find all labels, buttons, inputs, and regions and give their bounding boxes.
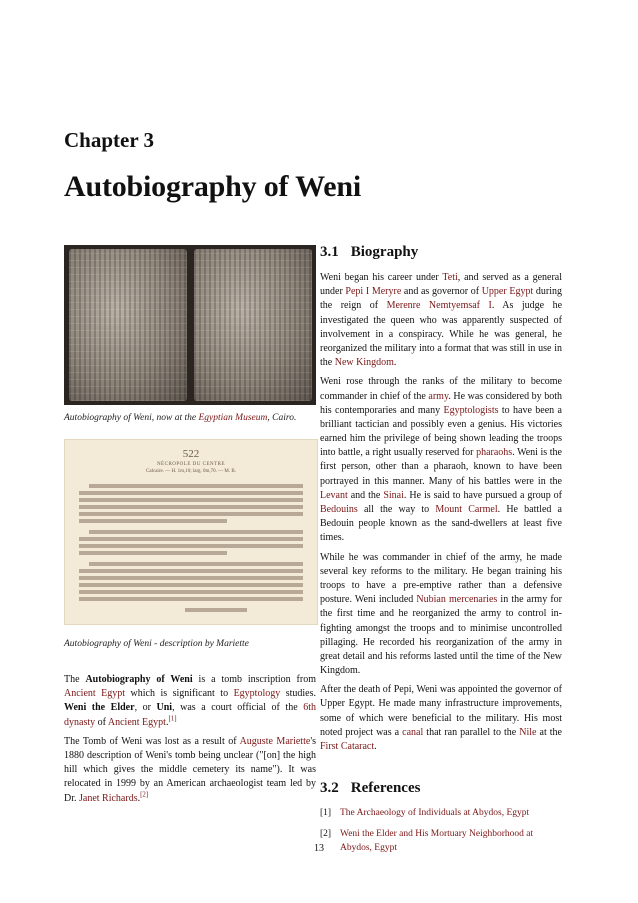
tablet-right-image (194, 249, 312, 401)
figure-text-line (79, 544, 303, 548)
text-run: of (95, 716, 108, 728)
section-references-heading: 3.2 References (320, 780, 421, 797)
text-run: . As judge he investigated the queen who was apparently suspected of involvement in a conspiracy. While he was general, he reorganized the military into a format that was still in use in the (320, 300, 563, 369)
text-run: all the way to (357, 504, 436, 515)
chapter-title: Autobiography of Weni (64, 170, 361, 203)
figure-subheader: Calcaire. — H. 1m,10; larg. 0m,70. — M. B. (146, 469, 236, 474)
figure-text-line (79, 569, 303, 573)
text-run: in the army for the first time and he reorganized the army to control in-fighting amongst the troops and to minimise uncontrolled pillaging. He recorded his reorganization of the army in great detail and his reforms lasted until the time of the New Kingdom. (320, 594, 562, 677)
figure-text-line (79, 519, 227, 523)
figure-weni-tablets (64, 245, 316, 405)
text-run: . He battled a Bedouin people known as the sand-dwellers at least five times. (320, 504, 562, 544)
figure-2-caption: Autobiography of Weni - description by Mariette (64, 639, 249, 649)
figure-1-caption: Autobiography of Weni, now at the Egyptian Museum, Cairo. (64, 413, 297, 423)
intro-paragraph-2 (64, 735, 316, 806)
wiki-link[interactable]: Auguste Mariette (239, 735, 311, 747)
text-run: . (165, 716, 169, 728)
figure-text-line (79, 576, 303, 580)
wiki-link[interactable]: Janet Richards (79, 792, 138, 804)
citation-link[interactable]: [1] (168, 714, 177, 723)
egyptian-museum-link[interactable]: Egyptian Museum (198, 413, 268, 423)
text-run: and the (347, 489, 384, 501)
text-run: which is significant to (125, 688, 234, 700)
bold-term: Autobiography of Weni (85, 674, 193, 685)
text-run: , was a court official of the (172, 702, 304, 714)
text-run: during the reign of (320, 286, 562, 312)
section-biography-heading: 3.1 Biography (320, 244, 419, 260)
wiki-link[interactable]: Upper Egypt (481, 286, 534, 298)
wiki-link[interactable]: pharaohs (476, 447, 513, 459)
wiki-link[interactable]: Nubian mercenaries (416, 594, 498, 606)
text-run: , or (134, 702, 157, 714)
wiki-link[interactable]: First Cataract (320, 741, 375, 752)
wiki-link[interactable]: Sinai (383, 489, 404, 501)
biography-paragraph (320, 271, 562, 370)
text-run: , and served as a general under (320, 272, 563, 298)
reference-link[interactable]: Weni the Elder and His Mortuary Neighborhood at Abydos, Egypt (340, 828, 534, 853)
page-number: 13 (314, 843, 324, 854)
wiki-link[interactable]: Nile (519, 726, 537, 738)
wiki-link[interactable]: canal (402, 726, 424, 738)
wiki-link[interactable]: Pepi I Meryre (345, 286, 402, 298)
biography-paragraph (320, 683, 562, 754)
figure-text-line (79, 491, 303, 495)
figure-footnote-line (185, 608, 247, 612)
text-run: to have been a brilliant tactician and possibly even a genius. His victories earned him the privilege of being shown leading the troops into battle, a right usually reserved for (320, 404, 562, 459)
bold-term: Uni (156, 702, 173, 714)
figure-mariette-description (64, 439, 318, 625)
bold-term: Weni the Elder (64, 702, 135, 714)
reference-item: [2] Weni the Elder and His Mortuary Neighborhood at Abydos, Egypt (320, 828, 562, 856)
wiki-link[interactable]: army (428, 390, 449, 402)
text-run: . (393, 357, 397, 369)
wiki-link[interactable]: Teti (442, 272, 458, 283)
intro-text (64, 673, 316, 806)
reference-link[interactable]: The Archaeology of Individuals at Abydos, Egypt (340, 808, 530, 819)
figure-text-line (89, 562, 303, 566)
text-run: . Weni is the first person, other than a pharaoh, known to have been portrayed in this manner. Many of his battles were in the (320, 447, 562, 487)
intro-paragraph-1 (64, 673, 316, 730)
figure-text-line (79, 590, 303, 594)
chapter-label: Chapter 3 (64, 128, 155, 152)
text-run: . (137, 792, 141, 804)
text-run: and as governor of (401, 286, 482, 298)
wiki-link[interactable]: Merenre Nemtyemsaf I (386, 300, 492, 312)
text-run: After the death of Pepi, Weni was appointed the governor of Upper Egypt. He made many infrastructure improvements, some of which were beneficial to the military. His most noted project was a (320, 684, 562, 738)
reference-item: [1] The Archaeology of Individuals at Abydos, Egypt (320, 807, 562, 821)
text-run: is a tomb inscription from (192, 674, 316, 685)
figure-text-line (79, 498, 303, 502)
text-run: . (374, 741, 377, 752)
wiki-link[interactable]: Egyptologists (443, 404, 499, 416)
text-run: that ran parallel to the (423, 726, 520, 738)
text-run: Weni rose through the ranks of the military to become commander in chief of the (320, 376, 562, 402)
text-run: studies. (280, 688, 316, 700)
figure-header: NÉCROPOLE DU CENTRE (156, 462, 226, 467)
figure-text-line (79, 537, 303, 541)
figure-text-line (79, 512, 303, 516)
figure-text-line (89, 530, 303, 534)
right-column (320, 244, 562, 862)
biography-paragraph (320, 375, 562, 545)
figure-text-line (79, 505, 303, 509)
text-run: The Tomb of Weni was lost as a result of (64, 735, 240, 747)
wiki-link[interactable]: New Kingdom (334, 357, 394, 369)
wiki-link[interactable]: Ancient Egypt (64, 688, 126, 700)
wiki-link[interactable]: Ancient Egypt (107, 716, 166, 728)
text-run: While he was commander in chief of the army, he made several key reforms to the military. He began training his troops to have a pre-emptive rather than a defensive posture. Weni included (320, 551, 562, 606)
wiki-link[interactable]: Mount Carmel (435, 504, 498, 515)
citation-link[interactable]: [2] (140, 790, 149, 799)
figure-text-line (79, 597, 303, 601)
left-column (64, 245, 316, 811)
text-run: . He was considered by both his contemporaries and many (320, 390, 563, 416)
biography-paragraph (320, 551, 562, 679)
figure-text-line (79, 583, 303, 587)
text-run: at the (536, 726, 562, 738)
figure-text-line (89, 484, 303, 488)
wiki-link[interactable]: 6th dynasty (64, 702, 316, 728)
text-run: Weni began his career under (320, 272, 443, 283)
figure-text-line (79, 551, 227, 555)
wiki-link[interactable]: Egyptology (233, 688, 281, 700)
wiki-link[interactable]: Levant (320, 489, 348, 501)
tablet-left-image (69, 249, 187, 401)
text-run: . He is said to have pursued a group of (403, 489, 563, 501)
text-run: The (64, 674, 86, 685)
text-run: 's 1880 description of Weni's tomb being unclear ("[on] the high hill which gives the middle cemetery its name"). It was relocated in 1999 by an American archaeologist team led by Dr. (64, 735, 317, 804)
figure-page-number: 522 (182, 448, 200, 460)
wiki-link[interactable]: Bedouins (320, 504, 358, 515)
